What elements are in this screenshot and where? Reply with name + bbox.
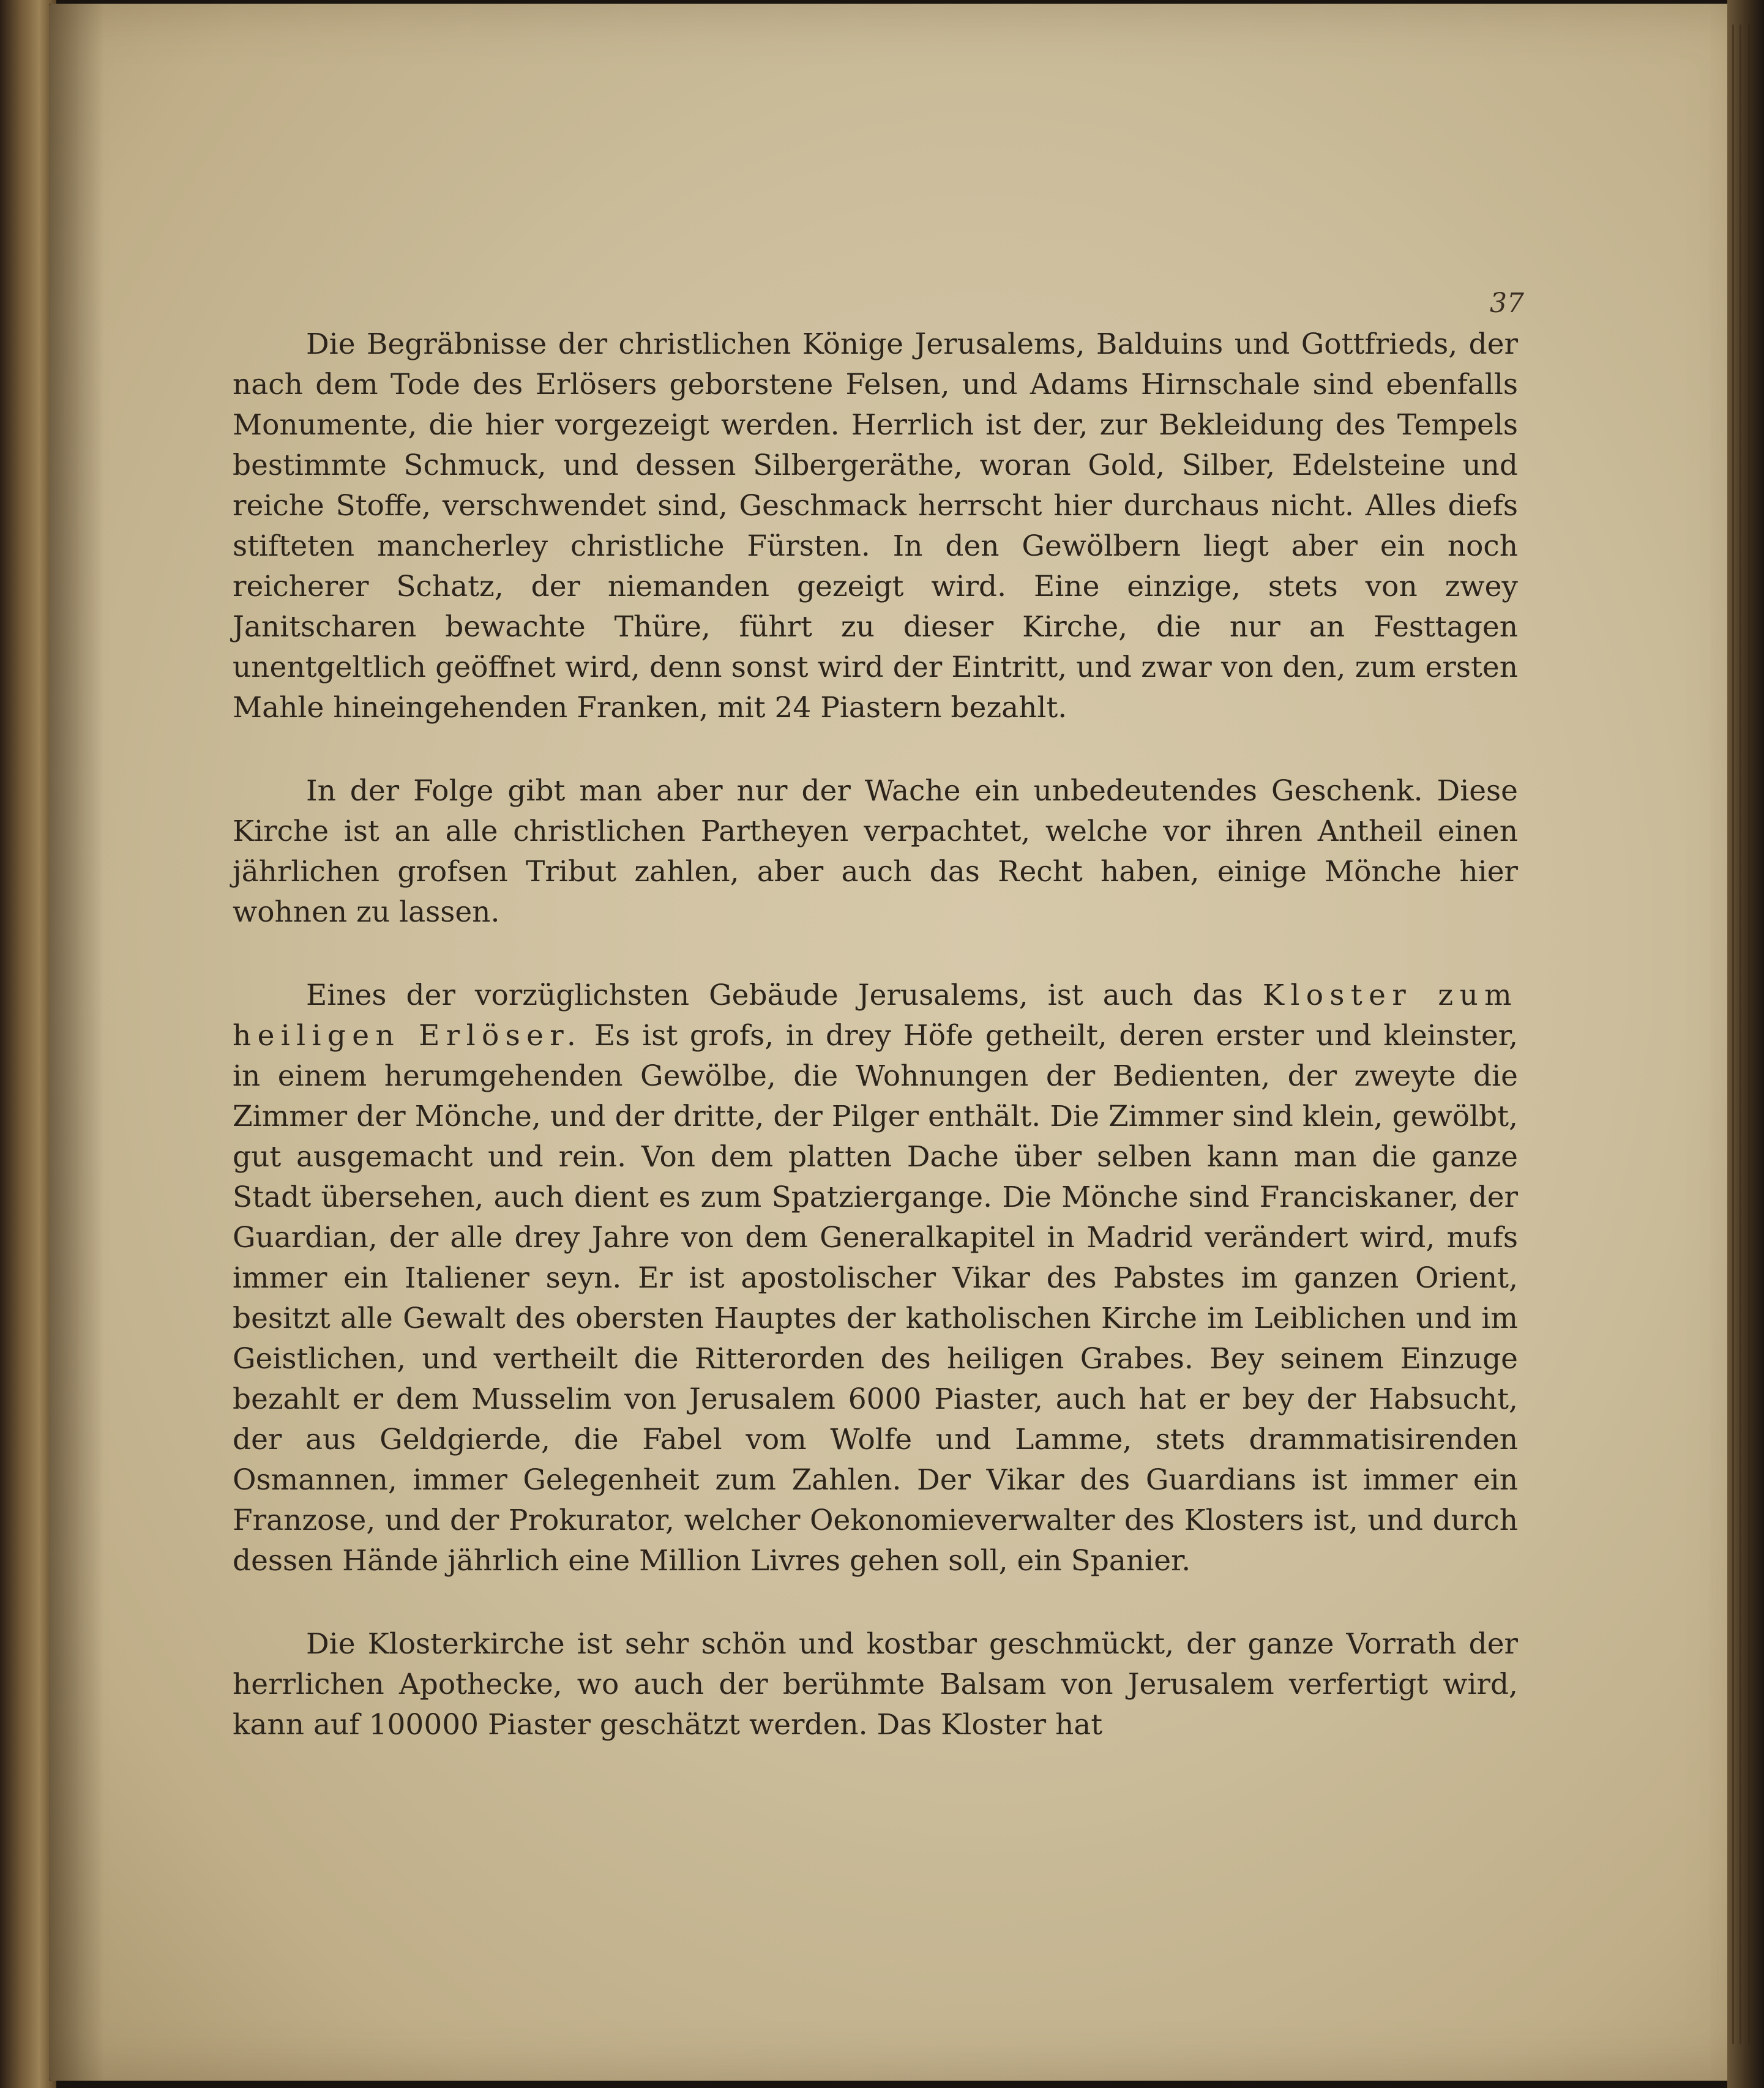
paragraph-text: Es ist grofs, in drey Höfe getheilt, deren erster und kleinster, in einem herumgehenden Gewölbe, die Wohnungen der Bedienten, der zweyte die Zimmer der Mönche, und der dritte, der Pilger enthält. Die Zimmer sind klein, gewölbt, gut ausgemacht und rein. Von dem platten Dache über selben kann man die ganze Stadt übersehen, auch dient es zum Spatziergange. Die Mönche sind Franciskaner, der Guardian, der alle drey Jahre von dem Generalkapitel in Madrid verändert wird, mufs immer ein Italiener seyn. Er ist apostolischer Vikar des Pabstes im ganzen Orient, besitzt alle Gewalt des obersten Hauptes der katholischen Kirche im Leiblichen und im Geistlichen, und vertheilt die Ritterorden des heiligen Grabes. Bey seinem Einzuge bezahlt er dem Musselim von Jerusalem 6000 Piaster, auch hat er bey der Habsucht, der aus Geldgierde, die Fabel vom Wolfe und Lamme, stets drammatisirenden Osmannen, immer Gelegenheit zum Zahlen. Der Vikar des Guardians ist immer ein Franzose, und der Prokurator, welcher Oekonomieverwalter des Klosters ist, und durch dessen Hände jährlich eine Million Livres gehen soll, ein Spanier. [233,1019,1518,1578]
body-text [233,324,1518,1745]
page-edge-line [1740,24,1741,2044]
paragraph: In der Folge gibt man aber nur der Wache ein unbedeutendes Geschenk. Diese Kirche ist an alle christlichen Partheyen verpachtet, welche vor ihren Antheil einen jährlichen grofsen Tribut zahlen, aber auch das Recht haben, einige Mönche hier wohnen zu lassen. [233,774,1518,929]
gutter-shadow [49,4,104,2081]
paragraph-text: Eines der vorzüglichsten Gebäude Jerusalems, ist auch das [306,979,1263,1012]
paragraph: Die Begräbnisse der christlichen Könige Jerusalems, Balduins und Gottfrieds, der nach dem Tode des Erlösers geborstene Felsen, und Adams Hirnschale sind ebenfalls Monumente, die hier vorgezeigt werden. Herrlich ist der, zur Bekleidung des Tempels bestimmte Schmuck, und dessen Silbergeräthe, woran Gold, Silber, Edelsteine und reiche Stoffe, verschwendet sind, Geschmack herrscht hier durchaus nicht. Alles diefs stifteten mancherley christliche Fürsten. In den Gewölbern liegt aber ein noch reicherer Schatz, der niemanden gezeigt wird. Eine einzige, stets von zwey Janitscharen bewachte Thüre, führt zu dieser Kirche, die nur an Festtagen unentgeltlich geöffnet wird, denn sonst wird der Eintritt, und zwar von den, zum ersten Mahle hineingehenden Franken, mit 24 Piastern bezahlt. [233,327,1518,725]
emphasized-title: Kloster zum heiligen Erlöser. [233,979,1518,1053]
page-edge-line [1748,24,1750,2044]
book-binding [0,0,56,2088]
paragraph [233,975,1518,1581]
page-edge [1727,0,1764,2088]
page-number: 37 [1490,288,1524,319]
paragraph: Die Klosterkirche ist sehr schön und kostbar geschmückt, der ganze Vorrath der herrlichen Apothecke, wo auch der berühmte Balsam von Jerusalem verfertigt wird, kann auf 100000 Piaster geschätzt werden. Das Kloster hat [233,1627,1518,1742]
page-edge-line [1732,24,1734,2044]
